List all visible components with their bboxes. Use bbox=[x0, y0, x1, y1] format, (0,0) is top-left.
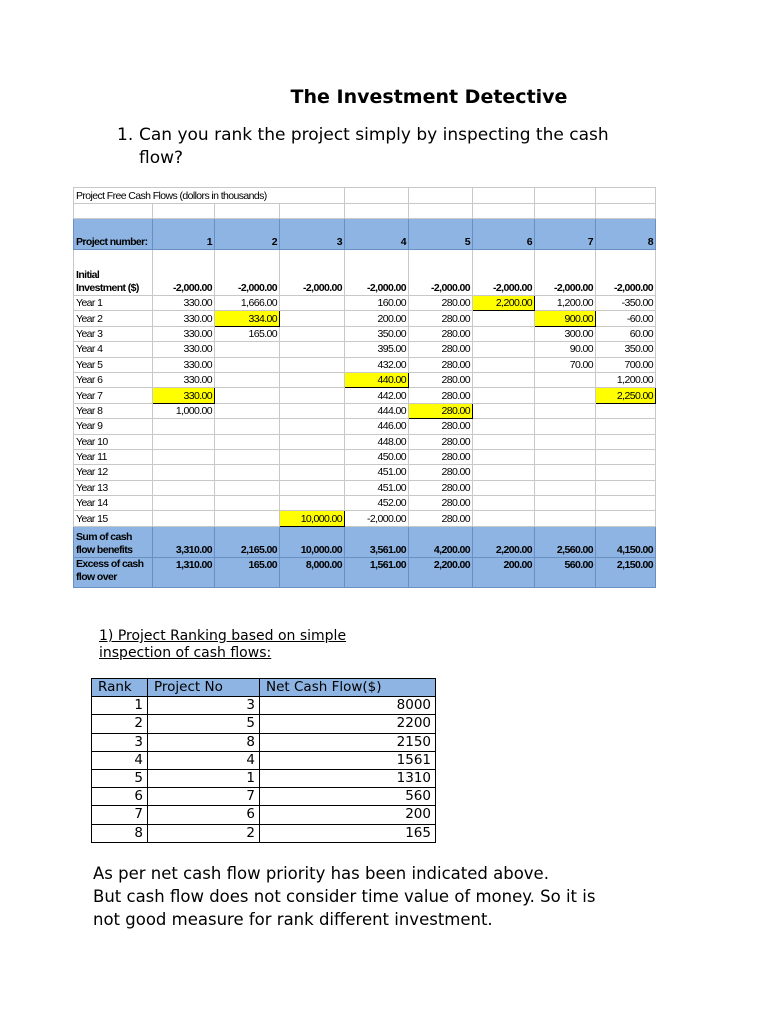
initial-investment-cell: -2,000.00 bbox=[596, 250, 656, 296]
cash-flow-cell: 451.00 bbox=[345, 480, 409, 495]
cash-flow-cell bbox=[280, 465, 345, 480]
sheet-empty-cell bbox=[345, 188, 409, 204]
cash-flow-cell: 2,200.00 bbox=[473, 296, 535, 311]
cash-flow-cell bbox=[535, 403, 596, 418]
table-row bbox=[92, 697, 436, 715]
sum-benefits-cell: 3,310.00 bbox=[153, 526, 215, 557]
cash-flow-cell: 452.00 bbox=[345, 496, 409, 511]
sum-benefits-cell: 2,165.00 bbox=[215, 526, 280, 557]
cash-flow-cell bbox=[596, 434, 656, 449]
table-row bbox=[92, 824, 436, 842]
year-label: Year 15 bbox=[74, 511, 153, 526]
cash-flow-cell bbox=[473, 311, 535, 326]
conclusion-line-2: But cash flow does not consider time value of money. So it is bbox=[93, 887, 596, 906]
cash-flow-cell: 330.00 bbox=[153, 357, 215, 372]
sum-benefits-label-text: Sum of cash flow benefits bbox=[76, 530, 133, 556]
cash-flow-cell: 900.00 bbox=[535, 311, 596, 326]
project-number-label-text: Project number: bbox=[76, 236, 148, 248]
cash-flow-cell bbox=[535, 465, 596, 480]
cash-flow-cell bbox=[535, 419, 596, 434]
year-row bbox=[74, 342, 656, 357]
year-row bbox=[74, 496, 656, 511]
cash-flow-cell: 350.00 bbox=[345, 326, 409, 341]
cash-flow-cell bbox=[215, 496, 280, 511]
cash-flow-cell bbox=[473, 403, 535, 418]
cash-flow-cell bbox=[215, 465, 280, 480]
cash-flow-cell bbox=[280, 311, 345, 326]
sum-benefits-cell: 4,150.00 bbox=[596, 526, 656, 557]
cash-flow-cell bbox=[596, 496, 656, 511]
question-number: 1. bbox=[117, 125, 134, 145]
year-row bbox=[74, 511, 656, 526]
project-number-cell: 3 bbox=[280, 219, 345, 250]
cash-flow-cell: 280.00 bbox=[409, 296, 473, 311]
ranking-cell: 1 bbox=[92, 697, 148, 715]
cash-flow-cell bbox=[280, 403, 345, 418]
cash-flow-cell: 448.00 bbox=[345, 434, 409, 449]
cash-flow-cell: 280.00 bbox=[409, 372, 473, 387]
year-label: Year 9 bbox=[74, 419, 153, 434]
cash-flow-cell bbox=[473, 357, 535, 372]
ranking-cell: 2150 bbox=[260, 733, 436, 751]
cash-flow-cell: 280.00 bbox=[409, 357, 473, 372]
cash-flow-cell: 450.00 bbox=[345, 449, 409, 464]
cash-flow-cell: 350.00 bbox=[596, 342, 656, 357]
cash-flow-cell bbox=[473, 342, 535, 357]
excess-cash-flow-label-text: Excess of cash flow over bbox=[76, 557, 144, 583]
cash-flow-cell: 330.00 bbox=[153, 311, 215, 326]
ranking-cell: 1 bbox=[148, 769, 260, 787]
ranking-cell: 8 bbox=[92, 824, 148, 842]
initial-investment-row bbox=[74, 250, 656, 296]
sheet-empty-cell bbox=[153, 204, 215, 219]
cash-flow-cell: 444.00 bbox=[345, 403, 409, 418]
year-row bbox=[74, 419, 656, 434]
cash-flow-cell: 451.00 bbox=[345, 465, 409, 480]
cash-flow-cell: -350.00 bbox=[596, 296, 656, 311]
cash-flow-cell bbox=[153, 480, 215, 495]
sheet-empty-cell bbox=[409, 204, 473, 219]
cash-flow-cell: 60.00 bbox=[596, 326, 656, 341]
project-number-cell: 4 bbox=[345, 219, 409, 250]
ranking-cell: 560 bbox=[260, 788, 436, 806]
question-line-2: flow? bbox=[139, 148, 184, 168]
excess-cash-flow-label bbox=[74, 557, 153, 587]
ranking-cell: 3 bbox=[92, 733, 148, 751]
sheet-caption: Project Free Cash Flows (dollors in thousands) bbox=[74, 188, 345, 204]
cash-flow-cell: 1,666.00 bbox=[215, 296, 280, 311]
cash-flow-cell: 280.00 bbox=[409, 449, 473, 464]
project-number-row bbox=[74, 219, 656, 250]
question-1 bbox=[117, 124, 677, 170]
cash-flow-cell: 330.00 bbox=[153, 342, 215, 357]
year-row bbox=[74, 449, 656, 464]
cash-flow-cell bbox=[215, 511, 280, 526]
cash-flow-cell: 280.00 bbox=[409, 342, 473, 357]
cash-flow-cell: 330.00 bbox=[153, 372, 215, 387]
year-row bbox=[74, 388, 656, 403]
project-number-cell: 6 bbox=[473, 219, 535, 250]
cash-flow-cell bbox=[215, 480, 280, 495]
initial-investment-cell: -2,000.00 bbox=[409, 250, 473, 296]
excess-cash-flow-cell: 560.00 bbox=[535, 557, 596, 587]
year-row bbox=[74, 311, 656, 326]
ranking-cell: 2 bbox=[148, 824, 260, 842]
cash-flow-cell bbox=[596, 449, 656, 464]
cash-flow-cell bbox=[280, 496, 345, 511]
cash-flow-cell: 10,000.00 bbox=[280, 511, 345, 526]
conclusion-line-1: As per net cash flow priority has been indicated above. bbox=[93, 864, 549, 883]
year-label: Year 4 bbox=[74, 342, 153, 357]
cash-flow-cell bbox=[280, 296, 345, 311]
cash-flow-cell bbox=[215, 419, 280, 434]
excess-cash-flow-row bbox=[74, 557, 656, 587]
sheet-empty-cell bbox=[473, 188, 535, 204]
cash-flow-cell bbox=[215, 372, 280, 387]
ranking-cell: 2 bbox=[92, 715, 148, 733]
cash-flow-cell bbox=[215, 434, 280, 449]
ranking-header: Rank bbox=[92, 679, 148, 697]
cash-flow-cell bbox=[535, 511, 596, 526]
cash-flow-cell bbox=[280, 326, 345, 341]
cash-flow-cell: 334.00 bbox=[215, 311, 280, 326]
cash-flow-cell bbox=[535, 496, 596, 511]
sheet-empty-cell bbox=[215, 204, 280, 219]
subheading-line-1: 1) Project Ranking based on simple bbox=[99, 628, 347, 644]
year-row bbox=[74, 357, 656, 372]
excess-cash-flow-cell: 165.00 bbox=[215, 557, 280, 587]
cash-flow-cell: 330.00 bbox=[153, 326, 215, 341]
year-label: Year 13 bbox=[74, 480, 153, 495]
cash-flow-cell bbox=[596, 511, 656, 526]
sheet-blank-row bbox=[74, 204, 656, 219]
ranking-cell: 5 bbox=[148, 715, 260, 733]
cash-flow-cell bbox=[215, 449, 280, 464]
cash-flow-cell: 165.00 bbox=[215, 326, 280, 341]
ranking-subheading bbox=[99, 628, 346, 662]
cash-flow-cell bbox=[280, 480, 345, 495]
cash-flow-cell bbox=[280, 357, 345, 372]
sum-benefits-label bbox=[74, 526, 153, 557]
cash-flow-cell bbox=[215, 357, 280, 372]
cash-flow-cell bbox=[535, 388, 596, 403]
cash-flow-cell bbox=[473, 511, 535, 526]
cash-flow-cell: 280.00 bbox=[409, 326, 473, 341]
year-label: Year 10 bbox=[74, 434, 153, 449]
cash-flow-cell bbox=[596, 419, 656, 434]
cash-flow-spreadsheet bbox=[73, 187, 656, 588]
document-title: The Investment Detective bbox=[290, 86, 568, 108]
year-label: Year 2 bbox=[74, 311, 153, 326]
sum-benefits-cell: 3,561.00 bbox=[345, 526, 409, 557]
sheet-empty-cell bbox=[74, 204, 153, 219]
table-row bbox=[92, 715, 436, 733]
cash-flow-cell: 280.00 bbox=[409, 496, 473, 511]
sheet-empty-cell bbox=[473, 204, 535, 219]
cash-flow-cell bbox=[280, 388, 345, 403]
sheet-empty-cell bbox=[535, 204, 596, 219]
initial-investment-cell: -2,000.00 bbox=[345, 250, 409, 296]
year-row bbox=[74, 372, 656, 387]
table-row bbox=[92, 806, 436, 824]
ranking-cell: 8 bbox=[148, 733, 260, 751]
sheet-caption-row bbox=[74, 188, 656, 204]
cash-flow-cell bbox=[153, 465, 215, 480]
cash-flow-cell: 200.00 bbox=[345, 311, 409, 326]
cash-flow-cell: -2,000.00 bbox=[345, 511, 409, 526]
cash-flow-cell: 300.00 bbox=[535, 326, 596, 341]
ranking-cell: 5 bbox=[92, 769, 148, 787]
cash-flow-cell: 446.00 bbox=[345, 419, 409, 434]
cash-flow-cell: 442.00 bbox=[345, 388, 409, 403]
year-label: Year 8 bbox=[74, 403, 153, 418]
cash-flow-cell bbox=[153, 496, 215, 511]
initial-investment-cell: -2,000.00 bbox=[215, 250, 280, 296]
project-number-cell: 5 bbox=[409, 219, 473, 250]
cash-flow-cell: 160.00 bbox=[345, 296, 409, 311]
year-label: Year 12 bbox=[74, 465, 153, 480]
sheet-empty-cell bbox=[409, 188, 473, 204]
year-label: Year 1 bbox=[74, 296, 153, 311]
cash-flow-cell bbox=[280, 342, 345, 357]
cash-flow-cell: 700.00 bbox=[596, 357, 656, 372]
cash-flow-cell bbox=[535, 480, 596, 495]
cash-flow-cell bbox=[473, 465, 535, 480]
initial-investment-cell: -2,000.00 bbox=[280, 250, 345, 296]
ranking-cell: 1561 bbox=[260, 751, 436, 769]
cash-flow-cell bbox=[473, 496, 535, 511]
initial-investment-label bbox=[74, 250, 153, 296]
initial-investment-cell: -2,000.00 bbox=[535, 250, 596, 296]
cash-flow-cell: 440.00 bbox=[345, 372, 409, 387]
cash-flow-cell bbox=[596, 480, 656, 495]
sheet-empty-cell bbox=[596, 188, 656, 204]
cash-flow-cell bbox=[280, 372, 345, 387]
cash-flow-cell: 1,200.00 bbox=[535, 296, 596, 311]
table-row bbox=[92, 733, 436, 751]
cash-flow-cell bbox=[153, 434, 215, 449]
cash-flow-cell: 280.00 bbox=[409, 403, 473, 418]
cash-flow-cell: 280.00 bbox=[409, 419, 473, 434]
cash-flow-cell bbox=[215, 403, 280, 418]
year-row bbox=[74, 480, 656, 495]
cash-flow-cell bbox=[215, 388, 280, 403]
sum-benefits-cell: 2,560.00 bbox=[535, 526, 596, 557]
conclusion-paragraph bbox=[93, 862, 713, 931]
cash-flow-cell bbox=[596, 403, 656, 418]
project-number-cell: 8 bbox=[596, 219, 656, 250]
cash-flow-cell: 2,250.00 bbox=[596, 388, 656, 403]
cash-flow-cell: 280.00 bbox=[409, 311, 473, 326]
year-row bbox=[74, 434, 656, 449]
cash-flow-cell: 1,200.00 bbox=[596, 372, 656, 387]
excess-cash-flow-cell: 200.00 bbox=[473, 557, 535, 587]
cash-flow-cell bbox=[473, 326, 535, 341]
ranking-header: Project No bbox=[148, 679, 260, 697]
initial-investment-label-text: Initial Investment ($) bbox=[76, 269, 139, 294]
year-row bbox=[74, 403, 656, 418]
cash-flow-cell bbox=[473, 372, 535, 387]
project-number-label bbox=[74, 219, 153, 250]
table-row bbox=[92, 751, 436, 769]
ranking-table bbox=[91, 678, 436, 843]
ranking-cell: 6 bbox=[92, 788, 148, 806]
ranking-cell: 3 bbox=[148, 697, 260, 715]
cash-flow-cell bbox=[153, 419, 215, 434]
initial-investment-cell: -2,000.00 bbox=[153, 250, 215, 296]
year-row bbox=[74, 326, 656, 341]
sheet-empty-cell bbox=[280, 204, 345, 219]
ranking-header: Net Cash Flow($) bbox=[260, 679, 436, 697]
cash-flow-cell bbox=[535, 449, 596, 464]
cash-flow-cell: 280.00 bbox=[409, 511, 473, 526]
cash-flow-cell: 280.00 bbox=[409, 480, 473, 495]
cash-flow-cell: 330.00 bbox=[153, 388, 215, 403]
excess-cash-flow-cell: 2,200.00 bbox=[409, 557, 473, 587]
excess-cash-flow-cell: 1,310.00 bbox=[153, 557, 215, 587]
cash-flow-cell bbox=[153, 511, 215, 526]
cash-flow-cell: 330.00 bbox=[153, 296, 215, 311]
year-row bbox=[74, 296, 656, 311]
ranking-cell: 2200 bbox=[260, 715, 436, 733]
initial-investment-cell: -2,000.00 bbox=[473, 250, 535, 296]
sheet-empty-cell bbox=[345, 204, 409, 219]
ranking-cell: 7 bbox=[92, 806, 148, 824]
cash-flow-cell bbox=[280, 449, 345, 464]
cash-flow-cell bbox=[473, 449, 535, 464]
ranking-cell: 6 bbox=[148, 806, 260, 824]
table-row bbox=[92, 769, 436, 787]
year-row bbox=[74, 465, 656, 480]
cash-flow-cell bbox=[473, 480, 535, 495]
conclusion-line-3: not good measure for rank different investment. bbox=[93, 910, 493, 929]
cash-flow-cell: 70.00 bbox=[535, 357, 596, 372]
sum-benefits-cell: 4,200.00 bbox=[409, 526, 473, 557]
question-line-1: Can you rank the project simply by inspecting the cash bbox=[139, 125, 609, 145]
cash-flow-cell: 395.00 bbox=[345, 342, 409, 357]
cash-flow-cell: 280.00 bbox=[409, 465, 473, 480]
ranking-cell: 4 bbox=[148, 751, 260, 769]
ranking-cell: 8000 bbox=[260, 697, 436, 715]
ranking-cell: 165 bbox=[260, 824, 436, 842]
excess-cash-flow-cell: 8,000.00 bbox=[280, 557, 345, 587]
sheet-empty-cell bbox=[535, 188, 596, 204]
sum-benefits-cell: 10,000.00 bbox=[280, 526, 345, 557]
cash-flow-cell: 432.00 bbox=[345, 357, 409, 372]
cash-flow-cell bbox=[280, 434, 345, 449]
year-label: Year 7 bbox=[74, 388, 153, 403]
year-label: Year 6 bbox=[74, 372, 153, 387]
year-label: Year 5 bbox=[74, 357, 153, 372]
ranking-cell: 4 bbox=[92, 751, 148, 769]
year-label: Year 3 bbox=[74, 326, 153, 341]
cash-flow-cell bbox=[215, 342, 280, 357]
project-number-cell: 7 bbox=[535, 219, 596, 250]
cash-flow-cell bbox=[473, 434, 535, 449]
cash-flow-cell: 90.00 bbox=[535, 342, 596, 357]
cash-flow-cell bbox=[535, 434, 596, 449]
subheading-line-2: inspection of cash flows: bbox=[99, 645, 272, 661]
ranking-cell: 7 bbox=[148, 788, 260, 806]
sum-benefits-cell: 2,200.00 bbox=[473, 526, 535, 557]
ranking-cell: 1310 bbox=[260, 769, 436, 787]
cash-flow-cell: -60.00 bbox=[596, 311, 656, 326]
cash-flow-cell bbox=[535, 372, 596, 387]
cash-flow-cell bbox=[473, 419, 535, 434]
cash-flow-cell bbox=[280, 419, 345, 434]
sheet-empty-cell bbox=[596, 204, 656, 219]
project-number-cell: 1 bbox=[153, 219, 215, 250]
cash-flow-cell bbox=[473, 388, 535, 403]
sum-benefits-row bbox=[74, 526, 656, 557]
cash-flow-cell bbox=[153, 449, 215, 464]
excess-cash-flow-cell: 1,561.00 bbox=[345, 557, 409, 587]
year-label: Year 14 bbox=[74, 496, 153, 511]
table-row bbox=[92, 788, 436, 806]
cash-flow-cell bbox=[596, 465, 656, 480]
cash-flow-cell: 1,000.00 bbox=[153, 403, 215, 418]
year-label: Year 11 bbox=[74, 449, 153, 464]
cash-flow-cell: 280.00 bbox=[409, 434, 473, 449]
ranking-cell: 200 bbox=[260, 806, 436, 824]
excess-cash-flow-cell: 2,150.00 bbox=[596, 557, 656, 587]
project-number-cell: 2 bbox=[215, 219, 280, 250]
cash-flow-cell: 280.00 bbox=[409, 388, 473, 403]
